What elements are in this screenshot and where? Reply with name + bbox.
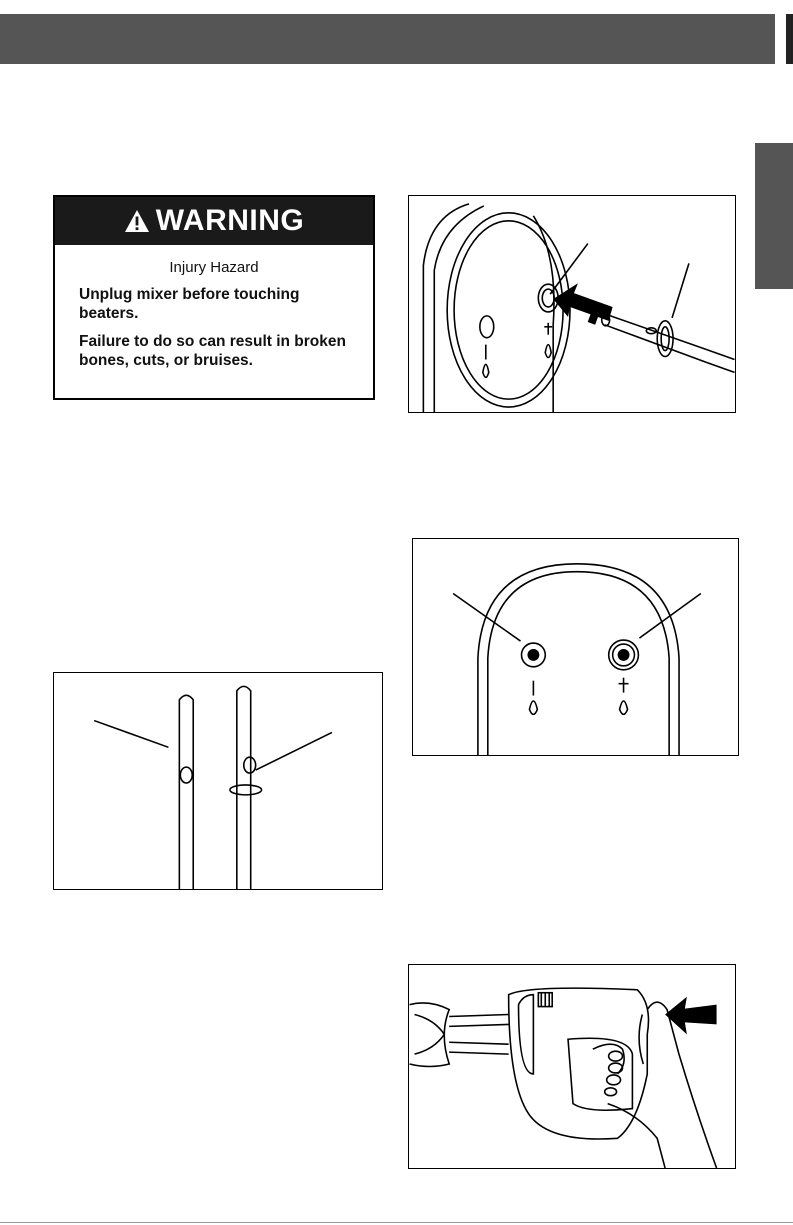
warning-header <box>55 197 373 245</box>
bottom-rule <box>0 1222 793 1223</box>
warning-line-1: Unplug mixer before touching beaters. <box>79 286 300 322</box>
header-bar <box>0 14 775 64</box>
warning-box <box>53 195 375 400</box>
warning-triangle-icon <box>124 208 150 234</box>
figure-beater-sockets <box>412 538 739 756</box>
figure-insert-beater <box>408 195 736 413</box>
warning-title: WARNING <box>155 204 305 237</box>
warning-subtitle: Injury Hazard <box>169 259 259 276</box>
language-side-tab <box>755 143 793 289</box>
figure-beater-stems <box>53 672 383 890</box>
eject-beaters-illustration <box>409 965 735 1168</box>
beater-sockets-illustration <box>413 539 738 755</box>
insert-beater-illustration <box>409 196 735 412</box>
warning-line-2: Failure to do so can result in broken bones, cuts, or bruises. <box>79 333 346 369</box>
figure-eject-beaters <box>408 964 736 1169</box>
header-tick <box>786 14 793 64</box>
beater-stems-illustration <box>54 673 382 889</box>
